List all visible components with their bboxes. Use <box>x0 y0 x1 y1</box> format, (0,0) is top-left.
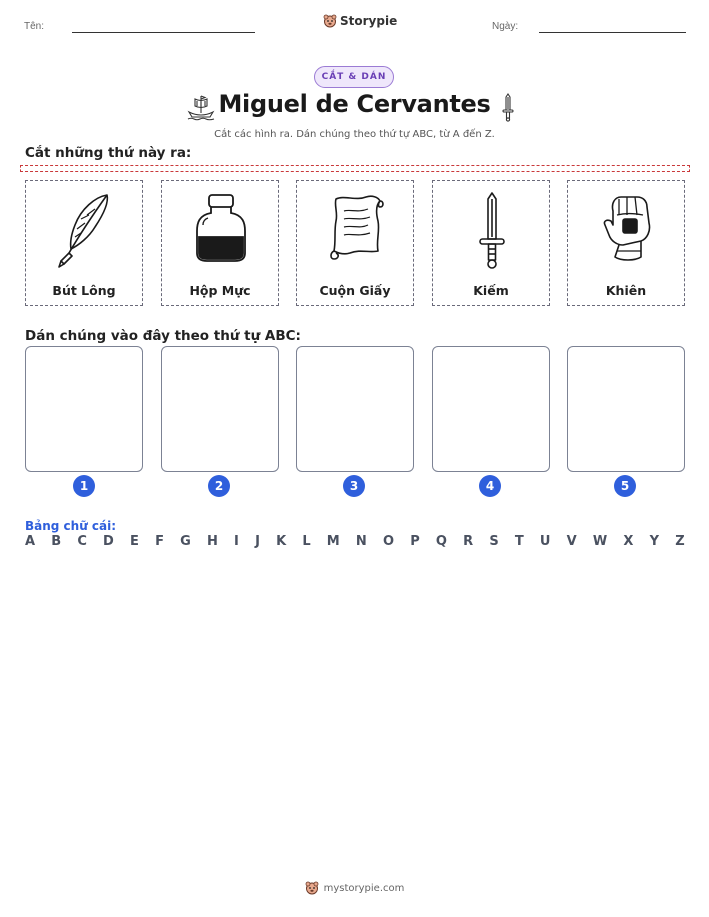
page-title: Miguel de Cervantes <box>218 90 491 118</box>
alphabet-letter: P <box>410 534 420 549</box>
alphabet-letter: F <box>155 534 164 549</box>
paste-slot-2[interactable] <box>161 346 279 472</box>
cut-card-scroll[interactable] <box>296 180 414 306</box>
cut-line <box>20 165 690 172</box>
alphabet-letter: Z <box>675 534 685 549</box>
alphabet-letter: U <box>539 534 551 549</box>
alphabet-letter: S <box>489 534 499 549</box>
cut-card-label: Cuộn Giấy <box>319 283 391 298</box>
storypie-mascot-icon <box>323 14 337 28</box>
alphabet-letter: R <box>463 534 474 549</box>
paste-slot-1[interactable] <box>25 346 143 472</box>
alphabet-letter: W <box>592 534 608 549</box>
alphabet-letter: V <box>566 534 577 549</box>
cut-card-label: Bút Lông <box>52 283 116 298</box>
ink-bottle-icon <box>191 189 251 273</box>
date-field[interactable] <box>539 32 686 33</box>
cut-card-ink-bottle[interactable] <box>161 180 279 306</box>
footer-link[interactable]: mystorypie.com <box>323 882 405 894</box>
alphabet-letter: I <box>234 534 239 549</box>
slot-number-5: 5 <box>614 475 636 497</box>
cut-card-label: Kiếm <box>473 283 509 298</box>
storypie-logo <box>323 14 397 28</box>
scroll-icon <box>326 189 386 273</box>
alphabet-letter: D <box>103 534 114 549</box>
alphabet-letter: N <box>355 534 367 549</box>
paste-slot-4[interactable] <box>432 346 550 472</box>
alphabet-letter: L <box>302 534 311 549</box>
name-field[interactable] <box>72 32 255 33</box>
cut-card-gauntlet[interactable] <box>567 180 685 306</box>
slot-number-3: 3 <box>343 475 365 497</box>
alphabet-letter: Y <box>649 534 660 549</box>
paste-slot-5[interactable] <box>567 346 685 472</box>
alphabet-letter: E <box>130 534 139 549</box>
alphabet-letter: Q <box>435 534 447 549</box>
cut-card-label: Khiên <box>605 283 647 298</box>
alphabet-letter: H <box>206 534 218 549</box>
sword-icon <box>462 189 522 273</box>
date-label: Ngày: <box>492 21 519 32</box>
cut-section-heading: Cắt những thứ này ra: <box>25 145 192 161</box>
alphabet-letter: O <box>382 534 395 549</box>
alphabet-row <box>25 534 685 549</box>
alphabet-letter: K <box>276 534 287 549</box>
cut-card-sword[interactable] <box>432 180 550 306</box>
alphabet-letter: A <box>25 534 36 549</box>
alphabet-letter: T <box>514 534 524 549</box>
storypie-mascot-icon <box>305 881 319 895</box>
alphabet-letter: G <box>180 534 191 549</box>
cut-card-quill[interactable] <box>25 180 143 306</box>
name-label: Tên: <box>24 21 45 32</box>
gauntlet-icon <box>597 189 657 273</box>
alphabet-letter: M <box>326 534 340 549</box>
alphabet-letter: C <box>77 534 87 549</box>
activity-badge: CẮT & DÁN <box>314 66 394 88</box>
alphabet-letter: X <box>623 534 634 549</box>
slot-number-4: 4 <box>479 475 501 497</box>
footer <box>0 881 709 895</box>
slot-number-2: 2 <box>208 475 230 497</box>
alphabet-title: Bảng chữ cái: <box>25 519 117 533</box>
alphabet-letter: B <box>51 534 62 549</box>
quill-icon <box>55 189 115 273</box>
slot-number-1: 1 <box>73 475 95 497</box>
cut-card-label: Hộp Mực <box>189 283 251 298</box>
instructions: Cắt các hình ra. Dán chúng theo thứ tự ABC, từ A đến Z. <box>214 129 495 140</box>
logo-text: Storypie <box>340 14 398 28</box>
alphabet-letter: J <box>255 534 260 549</box>
paste-section-heading: Dán chúng vào đây theo thứ tự ABC: <box>25 328 301 344</box>
paste-slot-3[interactable] <box>296 346 414 472</box>
dagger-icon <box>500 92 516 122</box>
